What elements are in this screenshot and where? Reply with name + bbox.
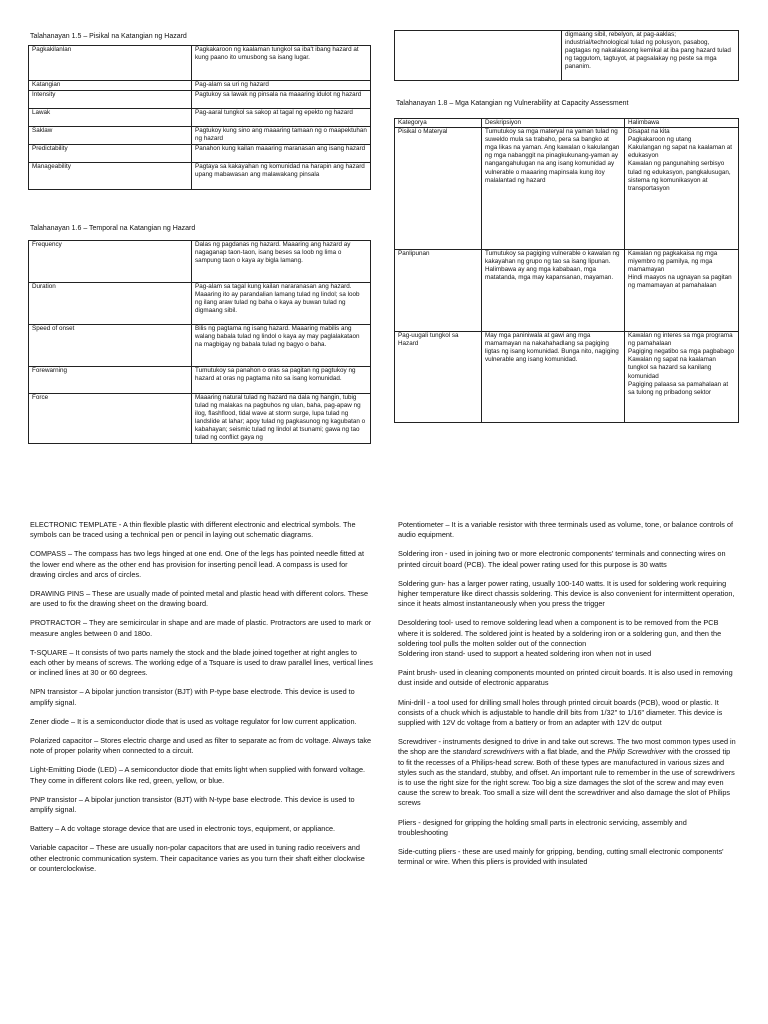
table-row	[29, 241, 371, 283]
entry-extra-line: Soldering iron stand- used to support a heated soldering iron when not in used	[398, 649, 652, 659]
table-cell: Dalas ng pagdanas ng hazard. Maaaring ang hazard ay nagaganap taon-taon, isang beses sa loob ng lima o sampung taon o kaya ay bigla lamang.	[192, 241, 371, 283]
table-cell: Saklaw	[29, 127, 192, 145]
left-entry	[30, 765, 373, 785]
right-entry	[398, 847, 738, 867]
table-cell: Katangian	[29, 81, 192, 91]
entry-term: Side-cutting pliers	[398, 847, 456, 857]
table-cell: Predictability	[29, 145, 192, 163]
entry-separator: –	[53, 824, 61, 834]
table-1-5	[28, 45, 371, 190]
entry-separator: –	[84, 589, 93, 599]
left-entry	[30, 687, 373, 707]
entry-description: It consists of two parts namely the stock and the blade joined together at right angles to each other by means of screws. The working edge of a Tsquare is used to draw parallel lines, vertical lines or inclined lines at 30 or 60 degrees.	[30, 647, 373, 678]
table-cell: Disapat na kita Pagkakaroon ng utang Kakulangan ng sapat na kaalaman at edukasyon Kawalan ng pangunahing serbisyo tulad ng edukasyon, pangkalusugan, sistema ng komunikasyon at transportasyon	[625, 128, 739, 250]
left-entry	[30, 549, 373, 580]
entry-term: Battery	[30, 824, 54, 834]
entry-description: A semiconductor diode that emits light when supplied with forward voltage. They come in different colors like red, green, yellow, or blue.	[30, 765, 366, 785]
entry-description: These are usually non-polar capacitors that are used in tuning radio receivers and other electronic communication system. Their capacitance varies as you turn their shaft either clockwise or counterclockwise.	[30, 843, 365, 873]
entry-separator: -	[434, 668, 440, 678]
entry-separator: -	[436, 737, 444, 747]
reference-page	[0, 0, 768, 500]
entry-description: designed for gripping the holding small parts in electronic servicing, assembly and troubleshooting	[398, 817, 687, 837]
entry-description: these are used mainly for gripping, bending, cutting small electronic components' terminal or wire. When this pliers is provided with insulated	[398, 847, 724, 867]
entry-separator: -	[416, 817, 423, 827]
table-row	[29, 127, 371, 145]
entry-separator: –	[92, 736, 101, 746]
table-cell: Frequency	[29, 241, 192, 283]
table-cell: Kawalan ng interes sa mga programa ng pamahalaan Pagiging negatibo sa mga pagbabago Kawalan ng sapat na kaalaman tungkol sa hazard sa kanilang komunidad Pagiging palaasa sa pamahalaan at sa tulong ng pribadong sektor	[625, 332, 739, 423]
table-cell: Panahon kung kailan maaaring maranasan ang isang hazard	[192, 145, 371, 163]
entry-term: T-SQUARE	[30, 647, 68, 657]
table-1-6	[28, 240, 371, 444]
entry-term: Pliers	[398, 817, 417, 827]
right-column	[398, 520, 738, 876]
entry-term: Soldering gun	[398, 578, 444, 588]
table-row	[29, 81, 371, 91]
entry-description: These are usually made of pointed metal and plastic head with different colors. These are used to fix the drawing sheet on the drawing board.	[30, 589, 369, 609]
entry-term: Polarized capacitor	[30, 736, 93, 746]
entry-description-part: with a flat blade, and the	[524, 747, 608, 757]
entry-term: PNP transistor	[30, 794, 77, 804]
entry-description-part: instruments designed to drive in and take out screws. The two most common types used in the shop are the	[398, 737, 736, 757]
entry-separator: –	[77, 687, 86, 697]
entry-term: Desoldering tool	[398, 618, 451, 628]
header-deskripsiyon: Deskripsiyon	[482, 119, 625, 128]
table-cell: Pagkakaroon ng kaalaman tungkol sa iba't ibang hazard at kung paano ito umusbong sa isang lugar.	[192, 46, 371, 81]
table-row	[29, 145, 371, 163]
entry-term: NPN transistor	[30, 687, 78, 697]
table-row	[395, 250, 739, 332]
table-cell: Bilis ng pagtama ng isang hazard. Maaaring mabilis ang walang babala tulad ng lindol o kaya ay may paglalakataon na magbigay ng babala tulad ng bagyo o baha.	[192, 325, 371, 367]
entry-description-part: with the crossed tip to fit the recesses of a Philips-head screw. Both of these types are manufactured in various sizes and styles such as the standard, stubby, and offset. An important rule to remember in the use of screwdrivers is to use the right size for the right screw. Too big a size damages the slot of the screw and may even cause the screw to break. Too small a size will dent the screwdriver and also damage the slot of Philips screws	[398, 747, 735, 808]
table-continuation	[394, 30, 739, 81]
table-row	[395, 128, 739, 250]
entry-term: Mini-drill	[398, 697, 426, 707]
table-1-5-caption: Talahanayan 1.5 – Pisikal na Katangian ng Hazard	[30, 33, 187, 40]
table-cell: Pagtaya sa kakayahan ng komunidad na harapin ang hazard upang mabawasan ang malawakang pinsala	[192, 163, 371, 190]
entry-term: Variable capacitor	[30, 843, 88, 853]
table-row	[29, 46, 371, 81]
header-kategorya: Kategorya	[395, 119, 482, 128]
entry-separator: -	[456, 847, 463, 857]
entry-separator: –	[67, 647, 76, 657]
entry-separator: –	[116, 765, 125, 775]
table-row	[395, 332, 739, 423]
entry-description: A dc voltage storage device that are used in electronic toys, equipment, or appliance.	[60, 824, 336, 834]
right-entry	[398, 668, 738, 688]
entry-separator: -	[450, 618, 456, 628]
entry-separator: -	[425, 697, 432, 707]
table-cell: Tumutukoy sa pagiging vulnerable o kawalan ng kakayahan ng grupo ng tao sa isang lipunan. Halimbawa ay ang mga kababaan, mga matatanda, mga may kapansanan, mayaman.	[482, 250, 625, 332]
table-cell: Pisikal o Materyal	[395, 128, 482, 250]
right-entry	[398, 579, 738, 610]
table-cell: digmaang sibil, rebelyon, at pag-aaklas; industrial/technological tulad ng polusyon, pasabog, pagtagas ng nakalalasong kemikal at iba pang hazard tulad ng taggutom, tagtuyot, at pagsalakay ng peste sa mga pananim.	[562, 31, 739, 81]
entry-term: Zener diode	[30, 716, 69, 726]
left-entry	[30, 618, 373, 638]
left-column	[30, 520, 373, 883]
left-entry	[30, 736, 373, 756]
table-cell: Tumutukoy sa mga materyal na yaman tulad ng suweldo mula sa trabaho, pera sa bangko at mga likas na yaman. Ang kawalan o kakulangan ng mga nabanggit na pinagkukunang-yaman ay nangangahulugan na ang isang komunidad ay vulnerable o maaaring mapinsala kung itoy malalantad ng hazard	[482, 128, 625, 250]
table-row	[29, 109, 371, 127]
entry-term: ELECTRONIC TEMPLATE	[30, 520, 117, 529]
table-row	[29, 367, 371, 394]
table-row	[29, 283, 371, 325]
entry-term: DRAWING PINS	[30, 589, 85, 599]
entry-separator: -	[443, 549, 450, 559]
entry-description: They are semicircular in shape and are made of plastic. Protractors are used to mark or measure angles between 0 and 180o.	[30, 618, 372, 638]
entry-term: COMPASS	[30, 549, 66, 559]
right-entry	[398, 618, 738, 659]
entry-description: used in joining two or more electronic components' terminals and connecting wires on printed circuit board (PCB). The ideal power rating used for this purpose is 30 watts	[398, 549, 726, 569]
table-cell: Pag-uugali tungkol sa Hazard	[395, 332, 482, 423]
entry-description: used in cleaning components mounted on printed circuit boards. It is also used in removing dust inside and outside of electronic apparatus	[398, 668, 733, 688]
left-entry	[30, 520, 373, 540]
table-row	[29, 91, 371, 109]
table-cell: Pagtukoy sa lawak ng pinsala na maaaring idulot ng hazard	[192, 91, 371, 109]
entry-description-part: Philip Screwdriver	[607, 747, 666, 757]
table-cell: Pag-aaral tungkol sa sakop at tagal ng epekto ng hazard	[192, 109, 371, 127]
table-cell	[395, 31, 562, 81]
table-cell: Intensity	[29, 91, 192, 109]
entry-description: A bipolar junction transistor (BJT) with P-type base electrode. This device is used to amplify signal.	[30, 687, 355, 707]
left-entry	[30, 717, 373, 727]
table-cell: Force	[29, 394, 192, 444]
table-1-8-header-row	[395, 119, 739, 128]
entry-description: It is a semiconductor diode that is used as voltage regulator for low current application.	[77, 716, 357, 726]
left-entry	[30, 795, 373, 815]
entry-description: It is a variable resistor with three terminals used as volume, tone, or balance controls of audio equipment.	[398, 520, 734, 540]
table-cell: Pagkakilanlan	[29, 46, 192, 81]
entry-term: Potentiometer	[398, 520, 444, 529]
table-cell: Manageability	[29, 163, 192, 190]
entry-separator: –	[87, 843, 96, 853]
right-entry	[398, 818, 738, 838]
table-cell: Duration	[29, 283, 192, 325]
right-entry	[398, 698, 738, 729]
entry-separator: –	[80, 618, 89, 628]
left-entry	[30, 589, 373, 609]
table-cell: Forewarning	[29, 367, 192, 394]
entry-description: A bipolar junction transistor (BJT) with N-type base electrode. This device is used to amplify signal.	[30, 794, 355, 815]
entry-separator: -	[116, 520, 123, 529]
header-halimbawa: Halimbawa	[625, 119, 739, 128]
table-row	[395, 31, 739, 81]
entry-description: Stores electric charge and used as filter to separate ac from dc voltage. Always take note of proper polarity when connected to a circuit.	[30, 736, 372, 756]
right-entry	[398, 549, 738, 569]
table-row	[29, 394, 371, 444]
entry-separator: –	[65, 549, 74, 559]
entry-term: PROTRACTOR	[30, 618, 81, 628]
entry-term: Paint brush	[398, 668, 435, 678]
entry-description: used to remove soldering lead when a component is to be removed from the PCB where it is soldered. The soldered joint is heated by a soldering iron or a soldering gun, and then the soldering tool pulls the molten solder out of the connection	[398, 618, 722, 648]
table-cell: Speed of onset	[29, 325, 192, 367]
entry-term: Soldering iron	[398, 549, 444, 559]
entry-separator: -	[443, 578, 448, 588]
entry-description: a tool used for drilling small holes through printed circuit boards (PCB), wood or plastic. It consists of a chuck which is adjustable to handle drill bits from 1/32" to 1/16" diameter. This device is supplied with 12V dc voltage from a battery or from an adapter with 12V dc output	[398, 697, 723, 728]
left-entry	[30, 824, 373, 834]
table-row	[29, 325, 371, 367]
table-cell: Kawalan ng pagkakaisa ng mga miyembro ng pamilya, ng mga mamamayan Hindi maayos na ugnayan sa pagitan ng mamamayan at pamahalaan	[625, 250, 739, 332]
entry-description-part: standard screwdrivers	[452, 747, 525, 757]
table-cell: Tumutukoy sa panahon o oras sa pagitan ng pagtukoy ng hazard at oras ng pagtama nito sa isang komunidad.	[192, 367, 371, 394]
entry-term: Light-Emitting Diode (LED)	[30, 765, 117, 775]
table-1-6-caption: Talahanayan 1.6 – Temporal na Katangian ng Hazard	[30, 225, 196, 232]
table-1-8	[394, 118, 739, 423]
left-entry	[30, 843, 373, 874]
table-cell: Lawak	[29, 109, 192, 127]
entry-separator: –	[68, 716, 78, 726]
table-cell: Maaaring natural tulad ng hazard na dala ng hangin, tubig tulad ng malakas na pagbuhos ng ulan, baha, pag-apaw ng ilog, flashflood, tidal wave at storm surge, lupa tulad ng landslide at lahar; apoy tulad ng pagkasunog ng kagubatan o kabahayan; seismic tulad ng lindol at tsunami; gawa ng tao tulad ng conflict gaya ng	[192, 394, 371, 444]
table-cell: May mga paniniwala at gawi ang mga mamamayan na nakahahadlang sa pagiging ligtas ng isang komunidad. Bunga nito, nagiging vulnerable ang isang komunidad.	[482, 332, 625, 423]
table-row	[29, 163, 371, 190]
entry-separator: –	[443, 520, 452, 529]
table-cell: Pagtukoy kung sino ang maaaring tamaan ng o maapektuhan ng hazard	[192, 127, 371, 145]
left-entry	[30, 648, 373, 679]
right-entry	[398, 737, 738, 808]
table-1-8-caption: Talahanayan 1.8 – Mga Katangian ng Vulnerability at Capacity Assessment	[396, 100, 629, 107]
entry-description: has a larger power rating, usually 100-140 watts. It is used for soldering work requiring higher temperature like direct chassis soldering. This device is also convenient for intermittent operation, since it heats almost instantaneously when you press the trigger	[398, 578, 735, 609]
entry-term: Screwdriver	[398, 737, 437, 747]
entry-description: A thin flexible plastic with different electronic and electrical symbols. The symbols can be traced using a technical pen or pencil in laying out schematic diagrams.	[30, 520, 356, 540]
table-cell: Pag-alam sa uri ng hazard	[192, 81, 371, 91]
right-entry	[398, 520, 738, 540]
entry-separator: –	[76, 794, 85, 804]
entry-description: The compass has two legs hinged at one end. One of the legs has pointed needle fitted at the lower end where as the other end has provision for inserting pencil lead. A compass is used for drawing circles and arcs of circles.	[30, 549, 364, 579]
table-cell: Pag-alam sa tagal kung kailan nararanasan ang hazard. Maaaring ito ay parandalian lamang tulad ng lindol; sa loob ng ilang araw tulad ng baha o kaya ay buwan tulad ng digmaang sibil.	[192, 283, 371, 325]
table-cell: Panlipunan	[395, 250, 482, 332]
tools-page	[0, 520, 768, 1024]
